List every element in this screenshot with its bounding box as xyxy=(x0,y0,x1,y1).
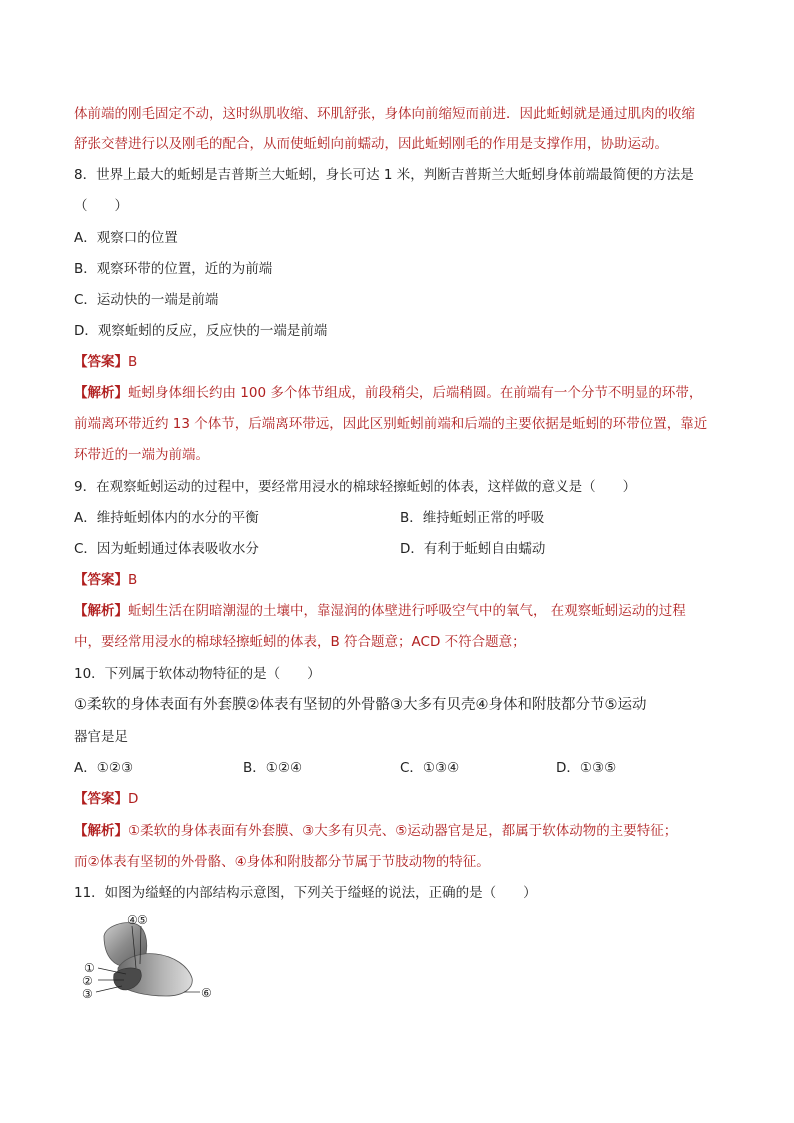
answer-tag: 【答案】 xyxy=(74,354,128,370)
q8-option-b: B．观察环带的位置，近的为前端 xyxy=(74,261,273,277)
q10-option-b: B．①②④ xyxy=(243,760,303,776)
q10-answer xyxy=(74,789,724,809)
q10-option-c: C．①③④ xyxy=(400,760,460,776)
intro-line-2: 舒张交替进行以及刚毛的配合，从而使蚯蚓向前蠕动，因此蚯蚓刚毛的作用是支撑作用，协助运动。 xyxy=(74,136,668,152)
figure-label-5: ⑤ xyxy=(137,913,148,927)
q9-analysis-1 xyxy=(74,601,724,621)
q9-answer-value: B xyxy=(128,572,138,588)
q10-items-2: 器官是足 xyxy=(74,729,128,745)
q8-option-c: C．运动快的一端是前端 xyxy=(74,292,219,308)
q8-analysis-3: 环带近的一端为前端。 xyxy=(74,447,209,463)
q9-option-b: B．维持蚯蚓正常的呼吸 xyxy=(400,510,545,526)
q8-analysis-2: 前端离环带近约 13 个体节，后端离环带远，因此区别蚯蚓前端和后端的主要依据是蚯蚓的环带位置，靠近 xyxy=(74,416,708,432)
q8-answer xyxy=(74,352,724,372)
q10-items-1: ①柔软的身体表面有外套膜②体表有坚韧的外骨骼③大多有贝壳④身体和附肢都分节⑤运动 xyxy=(74,697,647,713)
analysis-tag: 【解析】 xyxy=(74,385,128,401)
q9-option-c: C．因为蚯蚓通过体表吸收水分 xyxy=(74,541,259,557)
q9-option-d: D．有利于蚯蚓自由蠕动 xyxy=(400,541,546,557)
q9-stem: 9．在观察蚯蚓运动的过程中，要经常用浸水的棉球轻擦蚯蚓的体表，这样做的意义是（ ） xyxy=(74,479,637,495)
q9-analysis-text-1: 蚯蚓生活在阴暗潮湿的土壤中，靠湿润的体壁进行呼吸空气中的氧气， 在观察蚯蚓运动的过程 xyxy=(128,603,686,619)
q10-option-a: A．①②③ xyxy=(74,760,134,776)
figure-label-2: ② xyxy=(82,974,93,988)
answer-tag: 【答案】 xyxy=(74,572,128,588)
answer-tag: 【答案】 xyxy=(74,791,128,807)
q10-option-d: D．①③⑤ xyxy=(556,760,617,776)
q8-answer-value: B xyxy=(128,354,138,370)
q9-option-a: A．维持蚯蚓体内的水分的平衡 xyxy=(74,510,259,526)
figure-label-1: ① xyxy=(84,961,95,975)
q8-analysis-1 xyxy=(74,383,724,403)
figure-label-3: ③ xyxy=(82,987,93,1001)
pointer-line-3 xyxy=(96,986,122,992)
analysis-tag: 【解析】 xyxy=(74,823,128,839)
figure-label-6: ⑥ xyxy=(201,986,212,1000)
q8-option-a: A．观察口的位置 xyxy=(74,230,178,246)
q9-answer xyxy=(74,570,724,590)
q9-analysis-2: 中，要经常用浸水的棉球轻擦蚯蚓的体表，B 符合题意；ACD 不符合题意； xyxy=(74,634,526,650)
q10-stem: 10．下列属于软体动物特征的是（ ） xyxy=(74,666,321,682)
intro-line-1: 体前端的刚毛固定不动，这时纵肌收缩、环肌舒张，身体向前缩短而前进．因此蚯蚓就是通过肌肉的收缩 xyxy=(74,106,695,122)
q8-stem: 8．世界上最大的蚯蚓是吉普斯兰大蚯蚓，身长可达 1 米，判断吉普斯兰大蚯蚓身体前端最简便的方法是 xyxy=(74,167,694,183)
analysis-tag: 【解析】 xyxy=(74,603,128,619)
q8-stem-blank: （ ） xyxy=(74,198,128,214)
q10-analysis-1 xyxy=(74,821,724,841)
q11-stem: 11．如图为缢蛏的内部结构示意图，下列关于缢蛏的说法，正确的是（ ） xyxy=(74,885,537,901)
q10-analysis-text-1: ①柔软的身体表面有外套膜、③大多有贝壳、⑤运动器官是足，都属于软体动物的主要特征； xyxy=(128,823,678,839)
q10-analysis-2: 而②体表有坚韧的外骨骼、④身体和附肢都分节属于节肢动物的特征。 xyxy=(74,854,490,870)
q8-option-d: D．观察蚯蚓的反应，反应快的一端是前端 xyxy=(74,323,328,339)
q8-analysis-text-1: 蚯蚓身体细长约由 100 多个体节组成，前段稍尖，后端稍圆。在前端有一个分节不明显的环带， xyxy=(128,385,703,401)
razor-clam-figure xyxy=(74,908,224,1008)
figure-label-4: ④ xyxy=(127,913,138,927)
q10-answer-value: D xyxy=(128,791,139,807)
